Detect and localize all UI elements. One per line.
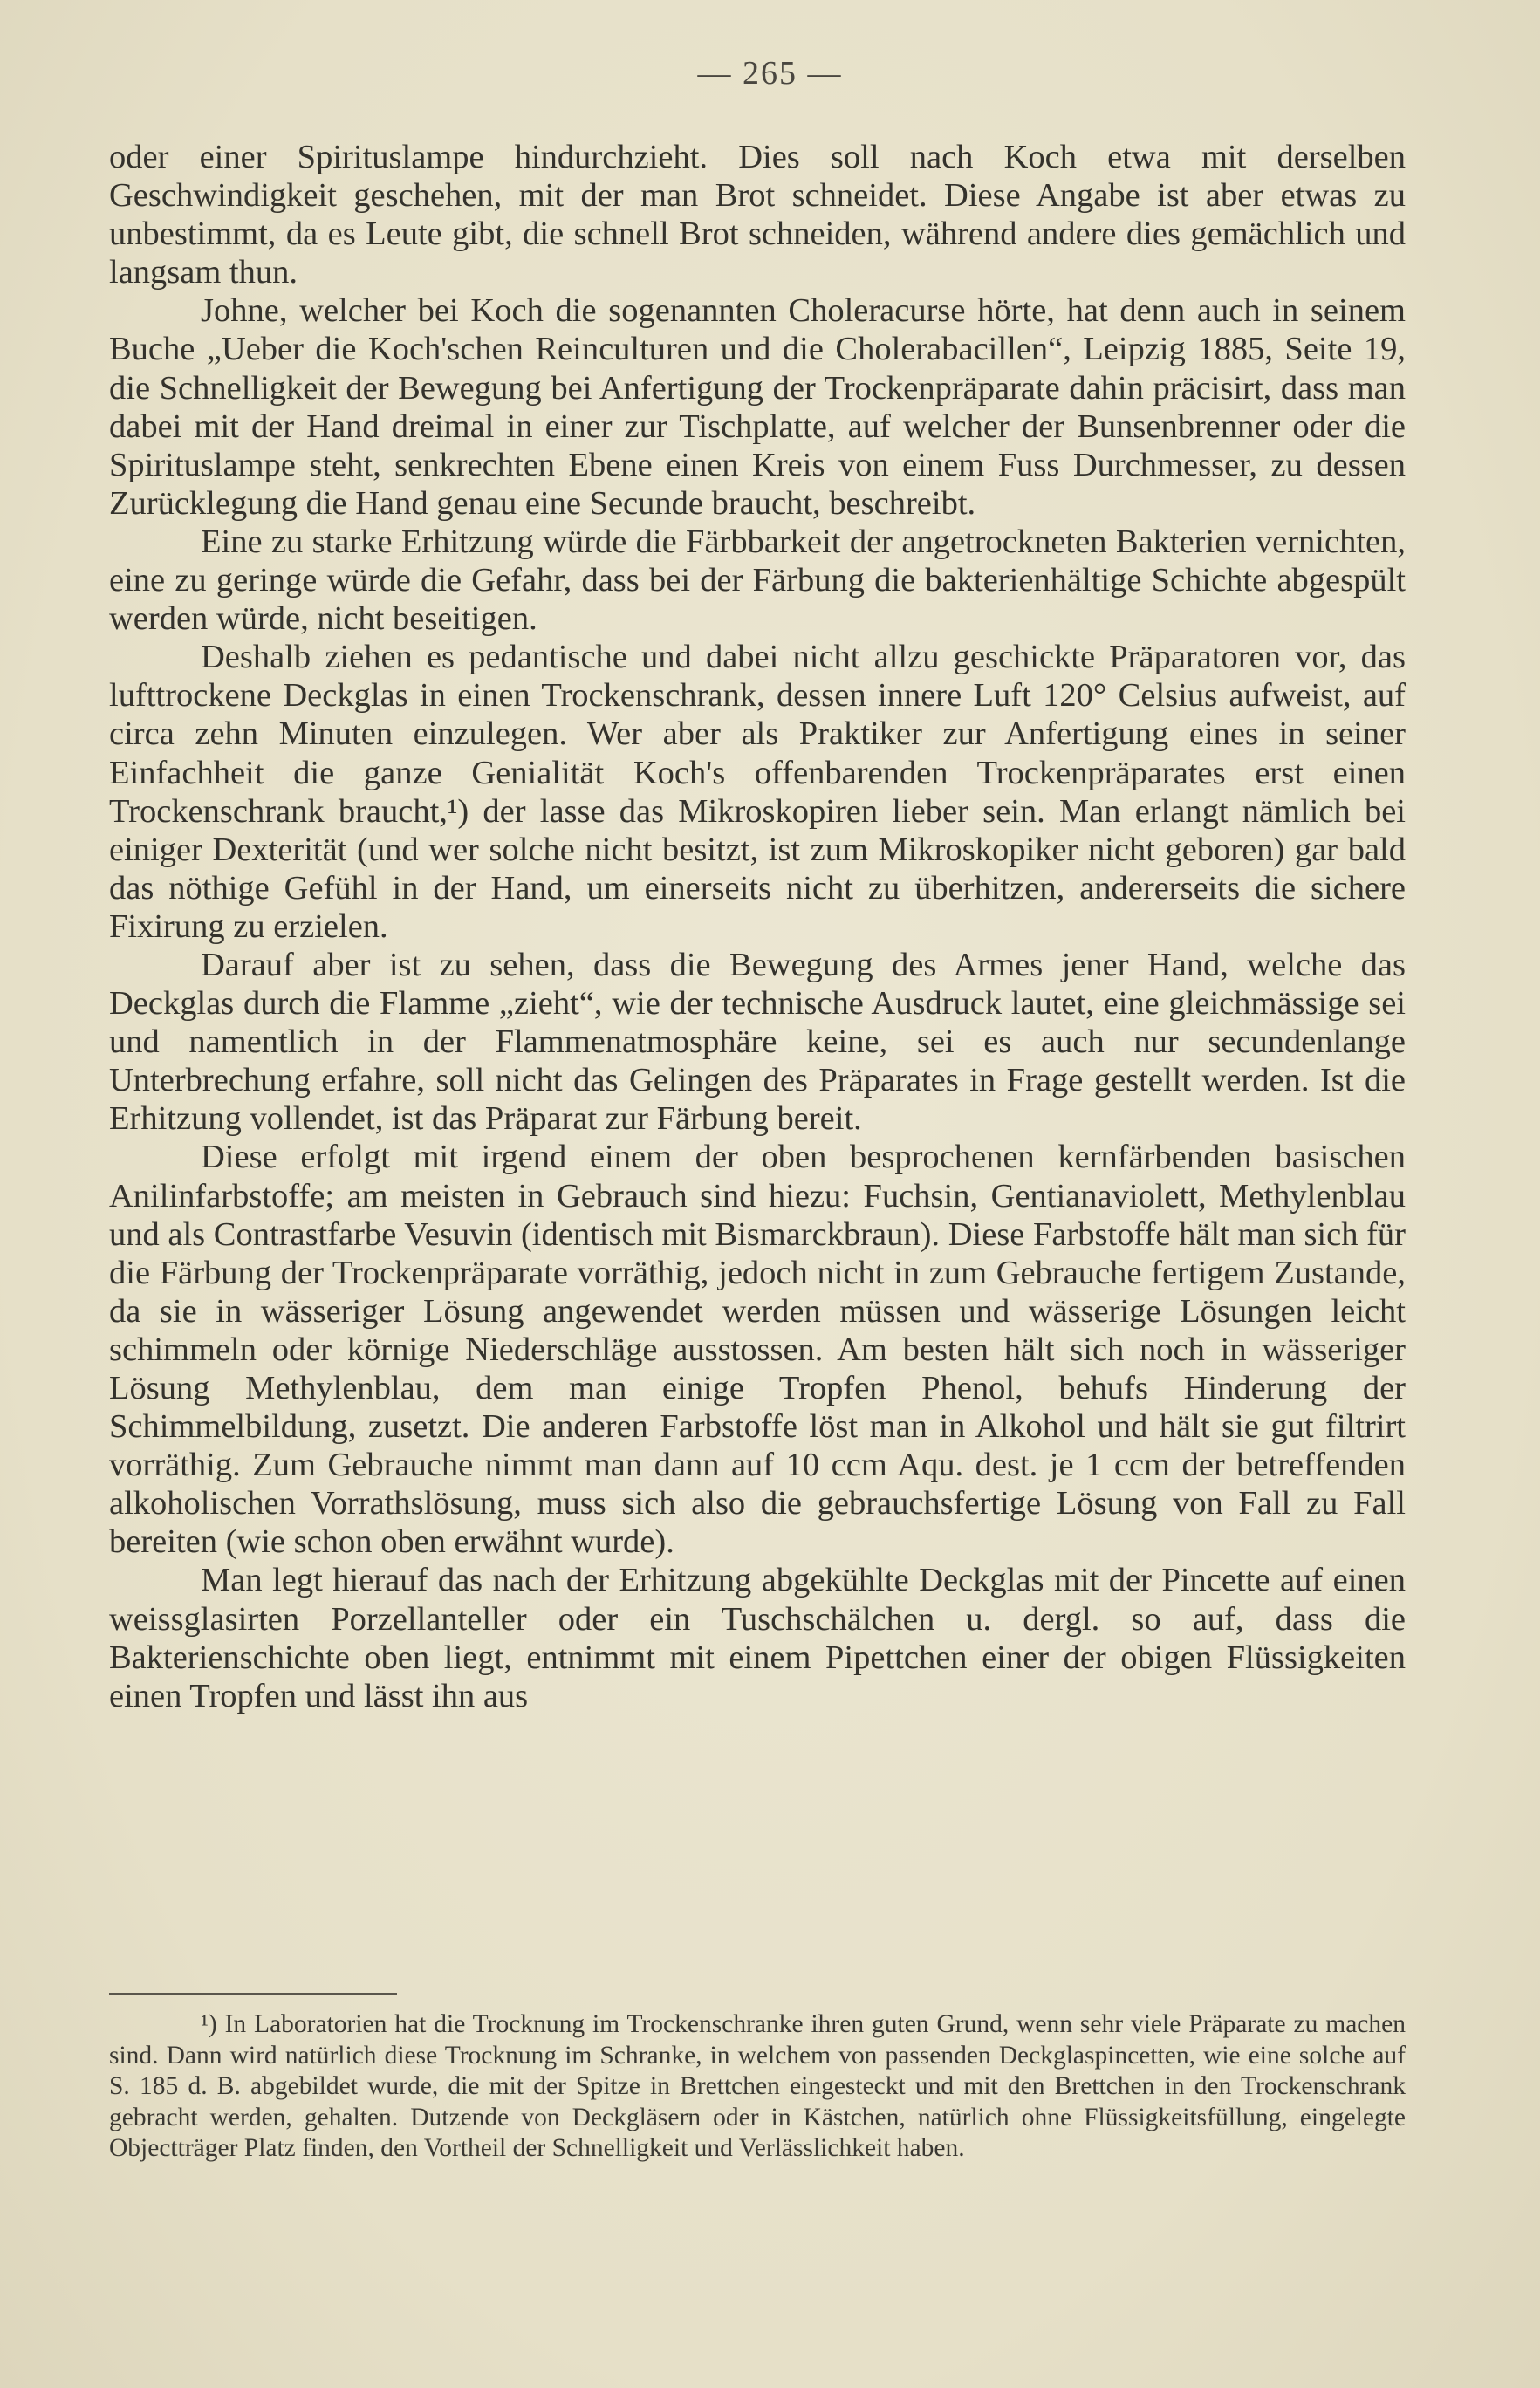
paragraph: Deshalb ziehen es pedantische und dabei nicht allzu geschickte Präparatoren vor, das lufttrockene Deckglas in einen Trockenschrank, dessen innere Luft 120° Celsius aufweist, auf circa zehn Minuten einzulegen. Wer aber als Praktiker zur Anfertigung eines in seiner Einfachheit die ganze Genialität Koch's offenbarenden Trockenpräparates erst einen Trockenschrank braucht,¹) der lasse das Mikroskopiren lieber sein. Man erlangt nämlich bei einiger Dexterität (und wer solche nicht besitzt, ist zum Mikroskopiker nicht geboren) gar bald das nöthige Gefühl in der Hand, um einerseits nicht zu überhitzen, andererseits die sichere Fixirung zu erzielen. (109, 639, 1406, 945)
footnote-text: ¹) In Laboratorien hat die Trocknung im Trockenschranke ihren guten Grund, wenn sehr viele Präparate zu machen sind. Dann wird natürlich diese Trocknung im Schranke, in welchem von passenden Deckglaspincetten, wie eine solche auf S. 185 d. B. abgebildet wurde, die mit der Spitze in Brettchen eingesteckt und mit den Brettchen in den Trockenschrank gebracht werden, gehalten. Dutzende von Deckgläsern oder in Kästchen, natürlich ohne Flüssigkeitsfüllung, eingelegte Objectträger Platz finden, den Vortheil der Schnelligkeit und Verlässlichkeit haben. (109, 2010, 1406, 2162)
body-text (109, 138, 1406, 1715)
paragraph: Diese erfolgt mit irgend einem der oben besprochenen kernfärbenden basischen Anilinfarbstoffe; am meisten in Gebrauch sind hiezu: Fuchsin, Gentianaviolett, Methylenblau und als Contrastfarbe Vesuvin (identisch mit Bismarckbraun). Diese Farbstoffe hält man sich für die Färbung der Trockenpräparate vorräthig, jedoch nicht in zum Gebrauche fertigem Zustande, da sie in wässeriger Lösung angewendet werden müssen und wässerige Lösungen leicht schimmeln oder körnige Niederschläge ausstossen. Am besten hält sich noch in wässeriger Lösung Methylenblau, dem man einige Tropfen Phenol, behufs Hinderung der Schimmelbildung, zusetzt. Die anderen Farbstoffe löst man in Alkohol und hält sie gut filtrirt vorräthig. Zum Gebrauche nimmt man dann auf 10 ccm Aqu. dest. je 1 ccm der betreffenden alkoholischen Vorrathslösung, muss sich also die gebrauchsfertige Lösung von Fall zu Fall bereiten (wie schon oben erwähnt wurde). (109, 1139, 1406, 1561)
footnote-divider (109, 1993, 397, 1995)
paragraph: Johne, welcher bei Koch die sogenannten Choleracurse hörte, hat denn auch in seinem Buche „Ueber die Koch'schen Reinculturen und die Cholerabacillen“, Leipzig 1885, Seite 19, die Schnelligkeit der Bewegung bei Anfertigung der Trockenpräparate dahin präcisirt, dass man dabei mit der Hand dreimal in einer zur Tischplatte, auf welcher der Bunsenbrenner oder die Spirituslampe steht, senkrechten Ebene einen Kreis von einem Fuss Durchmesser, zu dessen Zurücklegung die Hand genau eine Secunde braucht, beschreibt. (109, 292, 1406, 522)
page-number: — 265 — (697, 55, 843, 92)
paragraph: oder einer Spirituslampe hindurchzieht. Dies soll nach Koch etwa mit derselben Geschwindigkeit geschehen, mit der man Brot schneidet. Diese Angabe ist aber etwas zu unbestimmt, da es Leute gibt, die schnell Brot schneiden, während andere dies gemächlich und langsam thun. (109, 139, 1406, 291)
paragraph: Darauf aber ist zu sehen, dass die Bewegung des Armes jener Hand, welche das Deckglas durch die Flamme „zieht“, wie der technische Ausdruck lautet, eine gleichmässige sei und namentlich in der Flammenatmosphäre keine, sei es auch nur secundenlange Unterbrechung erfahre, soll nicht das Gelingen des Präparates in Frage gestellt werden. Ist die Erhitzung vollendet, ist das Präparat zur Färbung bereit. (109, 946, 1406, 1138)
paragraph: Man legt hierauf das nach der Erhitzung abgekühlte Deckglas mit der Pincette auf einen weissglasirten Porzellanteller oder ein Tuschschälchen u. dergl. so auf, dass die Bakterienschichte oben liegt, entnimmt mit einem Pipettchen einer der obigen Flüssigkeiten einen Tropfen und lässt ihn aus (109, 1562, 1406, 1714)
paragraph: Eine zu starke Erhitzung würde die Färbbarkeit der angetrockneten Bakterien vernichten, eine zu geringe würde die Gefahr, dass bei der Färbung die bakterienhältige Schichte abgespült werden würde, nicht beseitigen. (109, 523, 1406, 638)
footnote (109, 2009, 1406, 2165)
